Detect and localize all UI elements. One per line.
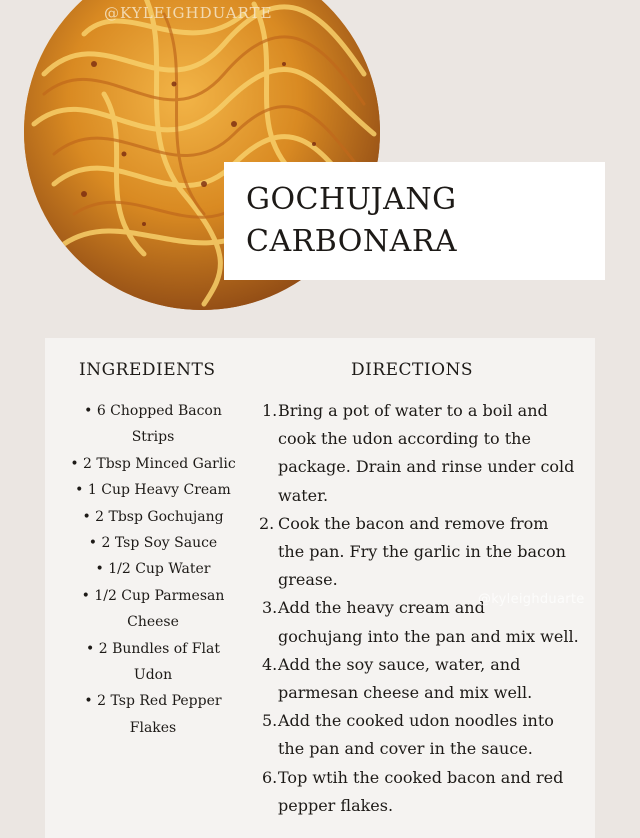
ingredient-line: Flakes [129,719,177,736]
recipe-title-line-2: CARBONARA [246,224,458,259]
step-line: Add the heavy cream and [278,598,485,618]
directions-heading: DIRECTIONS [351,360,474,380]
step-line: Bring a pot of water to a boil and [278,401,548,420]
ingredient-line: • 1/2 Cup Water [95,561,211,578]
step-number: 1. [262,401,278,420]
step-line: water. [278,485,329,505]
ingredient-line: • 6 Chopped Bacon [84,403,222,419]
direction-step [259,651,595,707]
direction-step [259,510,595,595]
ingredient-line: Cheese [127,614,179,631]
ingredient-line: • 1 Cup Heavy Cream [75,482,231,499]
ingredient-line: • 1/2 Cup Parmesan [81,587,225,604]
step-line: Add the soy sauce, water, and [278,654,521,674]
step-number: 4. [262,654,278,674]
step-number: 5. [262,711,278,731]
ingredients-heading: INGREDIENTS [79,360,216,380]
direction-step [259,707,595,763]
recipe-card [45,338,595,838]
recipe-title-line-1: GOCHUJANG [246,182,457,217]
step-line: Cook the bacon and remove from [278,513,549,533]
ingredient-line: Strips [131,429,175,446]
direction-step [259,764,595,820]
step-line: gochujang into the pan and mix well. [278,626,579,646]
ingredient-line: • 2 Bundles of Flat [86,640,220,657]
photo-watermark: @KYLEIGHDUARTE [104,4,273,22]
ingredient-line: • 2 Tbsp Minced Garlic [70,455,236,472]
direction-step [259,397,595,510]
step-line: parmesan cheese and mix well. [278,683,533,703]
step-line: grease. [278,570,338,590]
directions-list [259,397,595,820]
ingredient-line: • 2 Tbsp Gochujang [82,508,224,525]
step-line: pepper flakes. [278,795,394,815]
title-box [224,162,605,280]
step-line: Top wtih the cooked bacon and red [278,767,564,787]
ingredient-line: • 2 Tsp Red Pepper [84,693,222,710]
ingredients-list [57,398,249,741]
step-line: package. Drain and rinse under cold [278,457,575,477]
step-number: 6. [262,767,278,787]
step-line: Add the cooked udon noodles into [278,711,554,731]
step-line: cook the udon according to the [278,429,531,449]
overlay-watermark: @kyleighduarte [478,592,585,607]
ingredient-line: • 2 Tsp Soy Sauce [88,535,218,552]
step-line: the pan. Fry the garlic in the bacon [278,542,566,562]
step-number: 3. [262,598,278,618]
ingredient-line: Udon [133,667,173,684]
step-line: the pan and cover in the sauce. [278,739,533,759]
step-number: 2. [259,513,275,533]
